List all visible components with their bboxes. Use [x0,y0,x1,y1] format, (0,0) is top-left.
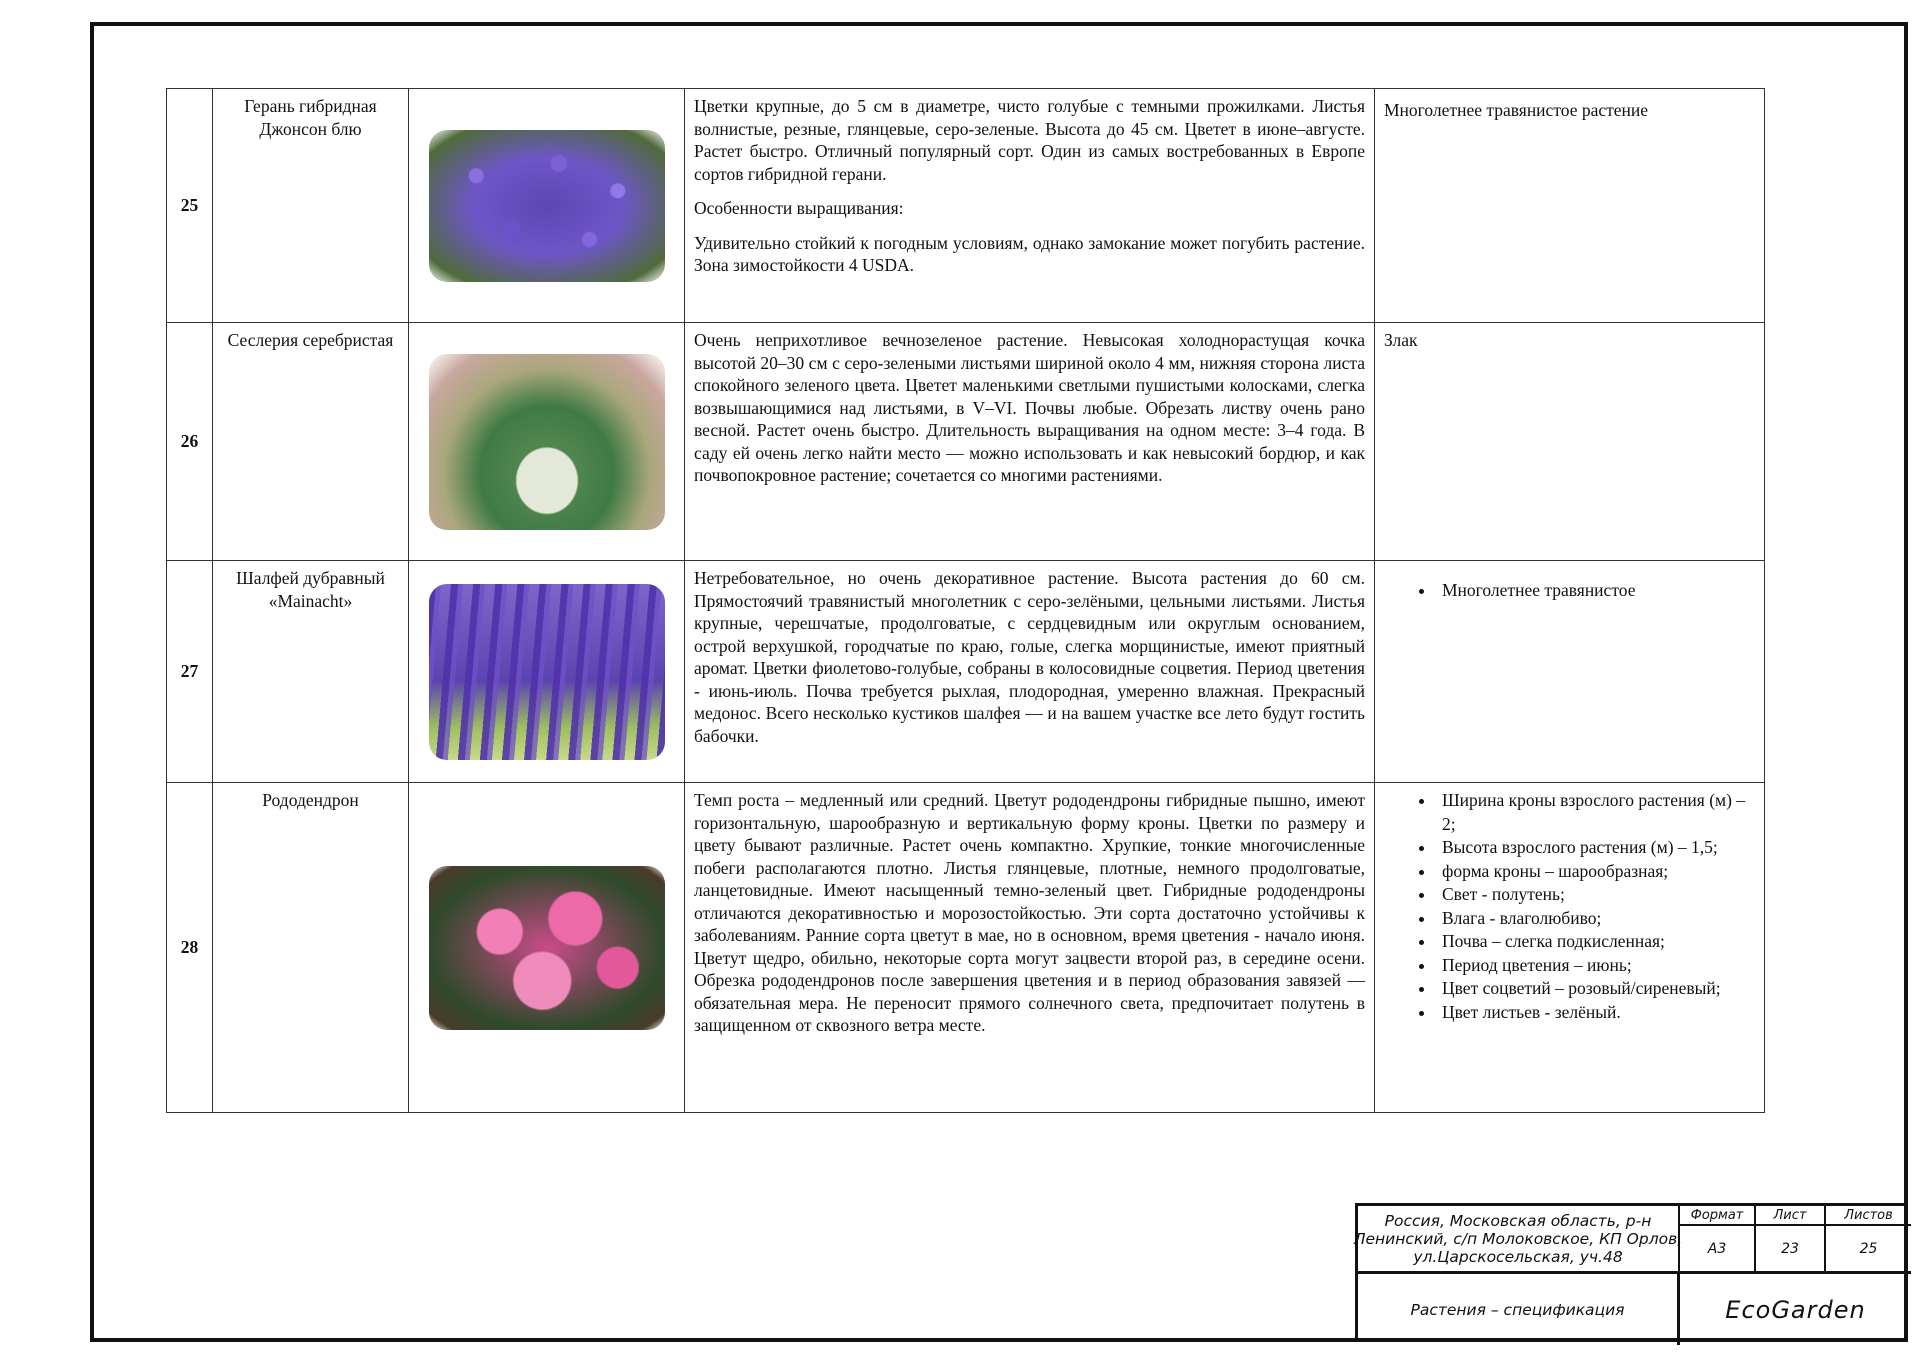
description-paragraph: Удивительно стойкий к погодным условиям, однако замокание может погубить растение. Зона зимостойкости 4 USDA. [694,232,1365,275]
plant-name [213,323,409,561]
plant-name [213,561,409,783]
site-address: Россия, Московская область, р-н Ленинский, с/п Молоковское, КП Орлов, ул.Царскосельская, уч.48 [1358,1206,1680,1274]
row-number: 28 [167,783,213,1113]
sheet-value: 23 [1756,1226,1826,1274]
plant-category [1375,561,1765,783]
list-item: • Цвет листьев - зелёный. [1436,1001,1755,1025]
table-row [167,561,1765,783]
plant-photo-cell [409,89,685,323]
row-number: 25 [167,89,213,323]
plant-category [1375,89,1765,323]
description-paragraph: Цветки крупные, до 5 см в диаметре, чисто голубые с темными прожилками. Листья волнистые, резные, глянцевые, серо-зеленые. Высота до 45 см. Цветет в июне–августе. Растет быстро. Отличный популярный сорт. Один из самых востребованных в Европе сортов гибридной герани. [694,96,1365,184]
list-item: • Цвет соцветий – розовый/сиреневый; [1436,977,1755,1001]
plant-name-line: Джонсон блю [259,118,362,139]
list-item: • Влага - влаголюбиво; [1436,907,1755,931]
category-text: Многолетнее травянистое растение [1384,100,1649,120]
plant-description [685,561,1375,783]
rhododendron-photo [429,866,665,1030]
category-list [1384,789,1755,1024]
title-block [1355,1203,1908,1342]
list-item: • Период цветения – июнь; [1436,954,1755,978]
drawing-title: Растения – спецификация [1358,1274,1680,1345]
plant-description [685,783,1375,1113]
list-item: • форма кроны – шарообразная; [1436,860,1755,884]
category-text: Злак [1384,330,1418,350]
format-value: А3 [1680,1226,1756,1274]
plant-name-line: Шалфей дубравный [236,568,385,588]
sheets-value: 25 [1826,1226,1911,1274]
list-item: • Почва – слегка подкисленная; [1436,930,1755,954]
table-row [167,89,1765,323]
list-item: • Ширина кроны взрослого растения (м) – 2; [1436,789,1755,836]
plant-name [213,89,409,323]
plant-name-line: Рододендрон [262,790,359,810]
plant-name-line: Герань гибридная [244,96,377,116]
list-item: • Высота взрослого растения (м) – 1,5; [1436,836,1755,860]
format-label: Формат [1680,1206,1756,1226]
plant-photo-cell [409,561,685,783]
description-paragraph: Нетребовательное, но очень декоративное растение. Высота растения до 60 см. Прямостоячий травянистый многолетник с серо-зелёными, цельными листьями. Листья крупные, черешчатые, продолговатые, с сердцевидным или округлым основанием, острой верхушкой, городчатые по краю, голые, слегка морщинистые, имеют приятный аромат. Цветки фиолетово-голубые, собраны в колосовидные соцветия. Период цветения - июнь-июль. Почва требуется рыхлая, плодородная, умеренно влажная. Прекрасный медонос. Всего несколько кустиков шалфея — и на вашем участке все лето будут гостить бабочки. [694,568,1365,746]
table-row [167,323,1765,561]
row-number: 26 [167,323,213,561]
sheet-label: Лист [1756,1206,1826,1226]
list-item: • Свет - полутень; [1436,883,1755,907]
plant-description [685,89,1375,323]
sheets-label: Листов [1826,1206,1911,1226]
sesleria-photo [429,354,665,530]
plant-photo-cell [409,323,685,561]
plant-description [685,323,1375,561]
list-item: • Многолетнее травянистое [1436,579,1755,603]
category-list [1384,579,1755,603]
description-paragraph: Темп роста – медленный или средний. Цветут рододендроны гибридные пышно, имеют горизонтальную, шарообразную и вертикальную форму кроны. Цветки по размеру и цвету бывают различные. Растет очень компактно. Хрупкие, тонкие многочисленные побеги располагаются плотно. Листья глянцевые, плотные, немного продолговатые, ланцетовидные. Имеют насыщенный темно-зеленый цвет. Гибридные рододендроны отличаются декоративностью и морозостойкостью. Эти сорта достаточно устойчивы к заболеваниям. Ранние сорта цветут в мае, но в основном, время цветения - начало июня. Цветут щедро, обильно, некоторые сорта могут зацвести второй раз, в середине осени. Обрезка рододендронов после завершения цветения и в период образования завязей — обязательная мера. Не переносит прямого солнечного света, предпочитает полутень в защищенном от сквозного ветра месте. [694,790,1365,1035]
plant-name [213,783,409,1113]
plant-photo-cell [409,783,685,1113]
plant-name-line: Сеслерия серебристая [227,330,394,350]
description-paragraph: Особенности выращивания: [694,198,904,218]
plant-category [1375,783,1765,1113]
geranium-photo [429,130,665,282]
plant-category [1375,323,1765,561]
salvia-photo [429,584,665,760]
table-row [167,783,1765,1113]
plant-spec-table [166,88,1765,1113]
company-name: EcoGarden [1725,1295,1866,1324]
row-number: 27 [167,561,213,783]
plant-name-line: «Mainacht» [268,590,353,611]
description-paragraph: Очень неприхотливое вечнозеленое растение. Невысокая холоднорастущая кочка высотой 20–30 см с серо-зелеными листьями шириной около 4 мм, нижняя сторона листа спокойного зеленого цвета. Цветет маленькими светлыми пушистыми колосками, слегка возвышающимися над листьями, в V–VI. Почвы любые. Обрезать листву очень рано весной. Растет очень быстро. Длительность выращивания на одном месте: 3–4 года. В саду ей очень легко найти место — можно использовать и как невысокий бордюр, и как почвопокровное растение; сочетается со многими растениями. [694,330,1365,485]
